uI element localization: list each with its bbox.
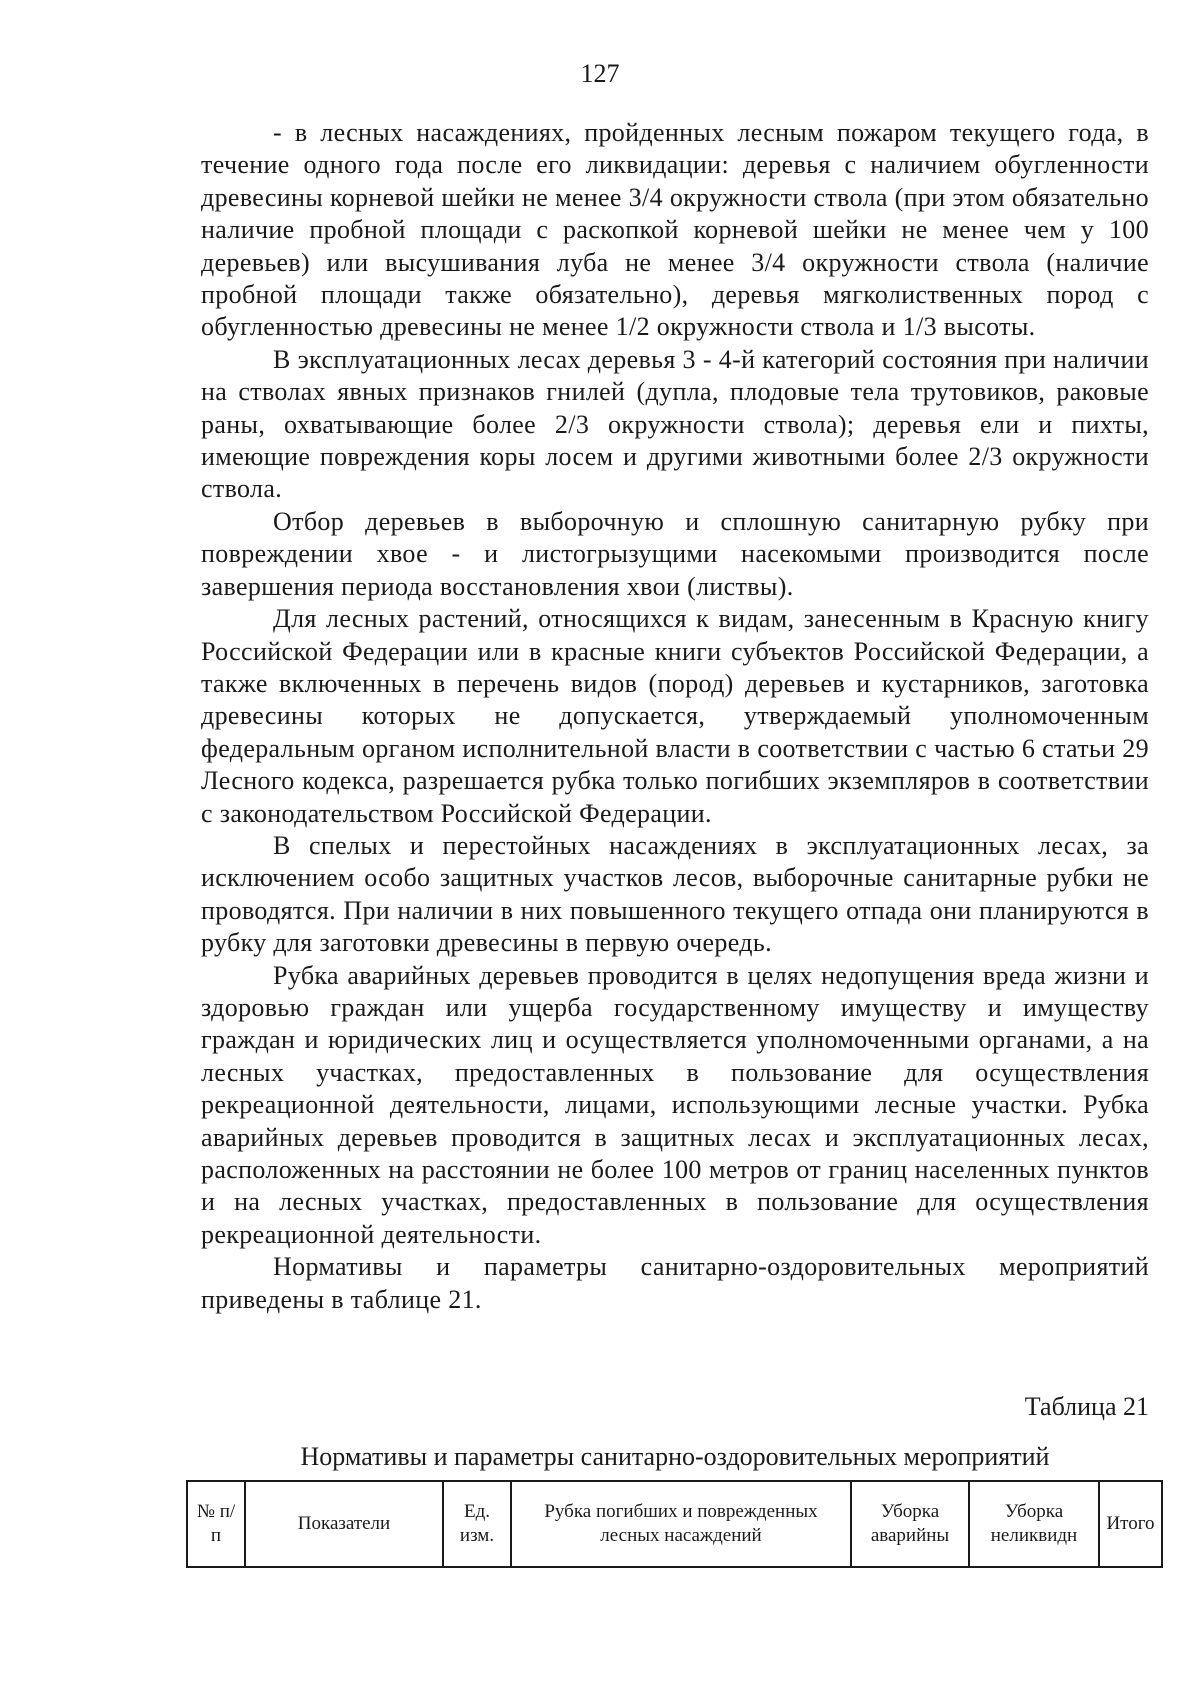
page-number: 127 <box>580 59 620 88</box>
header-indicators: Показатели <box>245 1481 443 1567</box>
paragraph: Для лесных растений, относящихся к видам, занесенным в Красную книгу Российской Федерации или в красные книги субъектов Российской Федерации, а также включенных в перечень видов (пород) деревьев и кустарников, заготовка древесины которых не допускается, утверждаемый уполномоченным федеральным органом исполнительной власти в соответствии с частью 6 статьи 29 Лесного кодекса, разрешается рубка только погибших экземпляров в соответствии с законодательством Российской Федерации. <box>201 604 1149 828</box>
paragraph: В спелых и перестойных насаждениях в эксплуатационных лесах, за исключением особо защитных участков лесов, выборочные санитарные рубки не проводятся. При наличии в них повышенного текущего отпада они планируются в рубку для заготовки древесины в первую очередь. <box>201 830 1149 958</box>
paragraph: Рубка аварийных деревьев проводится в целях недопущения вреда жизни и здоровью граждан или ущерба государственному имуществу и имуществу граждан и юридических лиц и осуществляется уполномоченными органами, а на лесных участках, предоставленных в пользование для осуществления рекреационной деятельности, лицами, использующими лесные участки. Рубка аварийных деревьев проводится в защитных лесах и эксплуатационных лесах, расположенных на расстоянии не более 100 метров от границ населенных пунктов и на лесных участках, предоставленных в пользование для осуществления рекреационной деятельности. <box>201 960 1149 1249</box>
paragraph: В эксплуатационных лесах деревья 3 - 4-й категорий состояния при наличии на стволах явных признаков гнилей (дупла, плодовые тела трутовиков, раковые раны, охватывающие более 2/3 окружности ствола); деревья ели и пихты, имеющие повреждения коры лосем и другими животными более 2/3 окружности ствола. <box>201 344 1149 504</box>
table-title: Нормативы и параметры санитарно-оздоровительных мероприятий <box>300 1442 1050 1471</box>
table-header-row <box>187 1481 1162 1567</box>
header-number: № п/п <box>187 1481 245 1567</box>
header-unit: Ед. изм. <box>443 1481 511 1567</box>
paragraph: Нормативы и параметры санитарно-оздоровительных мероприятий приведены в таблице 21. <box>201 1252 1149 1314</box>
header-illiquid-cleanup: Уборка неликвидн <box>969 1481 1099 1567</box>
table-label: Таблица 21 <box>1024 1392 1149 1421</box>
paragraph: Отбор деревьев в выборочную и сплошную санитарную рубку при повреждении хвое - и листогрызущими насекомыми производится после завершения периода восстановления хвои (листвы). <box>201 506 1149 601</box>
document-body <box>201 117 1149 1316</box>
header-felling: Рубка погибших и поврежденных лесных насаждений <box>511 1481 851 1567</box>
paragraph: - в лесных насаждениях, пройденных лесным пожаром текущего года, в течение одного года после его ликвидации: деревья с наличием обугленности древесины корневой шейки не менее 3/4 окружности ствола (при этом обязательно наличие пробной площади с раскопкой корневой шейки не менее чем у 100 деревьев) или высушивания луба не менее 3/4 окружности ствола (наличие пробной площади также обязательно), деревья мягколиственных пород с обугленностью древесины не менее 1/2 окружности ствола и 1/3 высоты. <box>201 118 1149 342</box>
header-emergency-cleanup: Уборка аварийны <box>851 1481 969 1567</box>
header-total: Итого <box>1099 1481 1162 1567</box>
standards-table <box>186 1480 1163 1568</box>
